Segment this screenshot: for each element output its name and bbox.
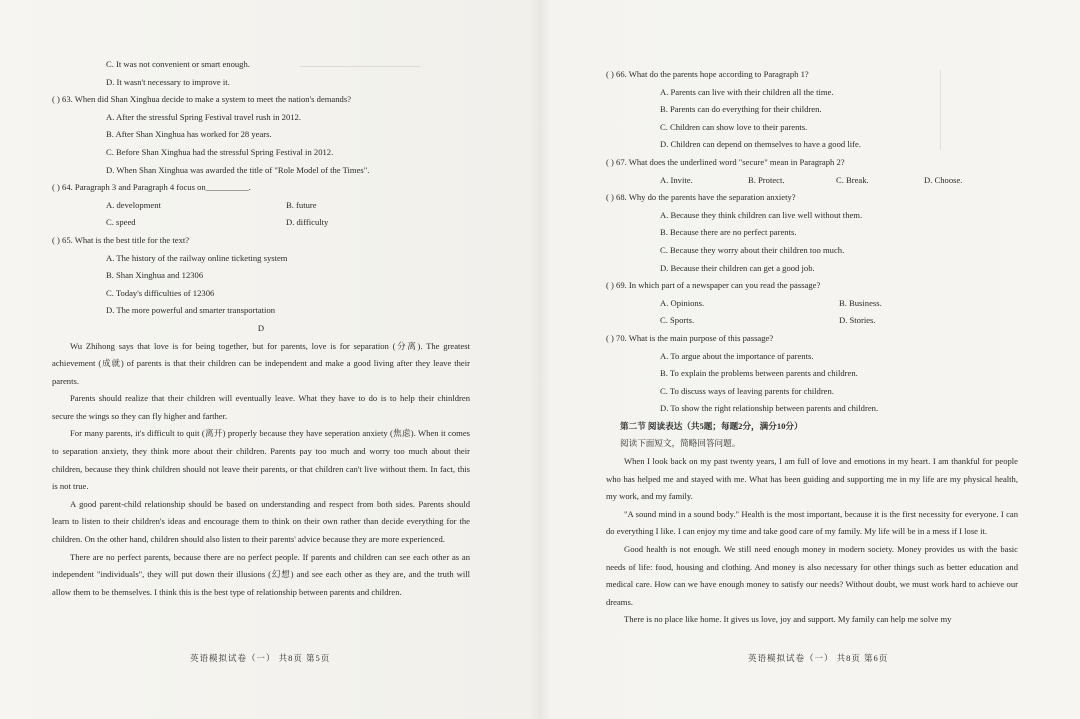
passage-d-paragraph-4: A good parent-child relationship should be based on understanding and respect from both sides. Parents should learn to listen to their children's ideas and encourage them to think on their own rather than decide everything for the children. On the other hand, children should also listen to their parents' advice because they are more experienced. (52, 498, 470, 545)
right-column (606, 66, 1018, 629)
q70-number: ( ) 70. (606, 332, 627, 343)
passage-d-paragraph-5: There are no perfect parents, because there are no perfect people. If parents and children can see each other as an independent "individuals", they will put down their illusions (幻想) and see each other as they are, and the truth will allow them to be themselves. I think this is the best type of relationship between parents and children. (52, 551, 470, 597)
q66-option-b: B. Parents can do everything for their children. (660, 104, 822, 115)
question-70 (606, 330, 1018, 348)
q65-number: ( ) 65. (52, 234, 73, 245)
q63-option-d: D. When Shan Xinghua was awarded the title of "Role Model of the Times". (106, 164, 370, 175)
question-67 (606, 154, 1018, 172)
question-66 (606, 66, 1018, 84)
page-footer-right: 英语模拟试卷（一） 共8页 第6页 (748, 653, 889, 663)
q66-option-c: C. Children can show love to their parents. (660, 121, 808, 132)
q65-option-b: B. Shan Xinghua and 12306 (106, 270, 204, 281)
q63-option-b: B. After Shan Xinghua has worked for 28 years. (106, 129, 272, 140)
q68-text: Why do the parents have the separation anxiety? (628, 192, 796, 203)
q67-option-a: A. Invite. (660, 174, 693, 185)
passage-paragraph-4: There is no place like home. It gives us love, joy and support. My family can help me solve my (624, 614, 952, 625)
q70-option-d: D. To show the right relationship between parents and children. (660, 403, 879, 414)
q66-option-d: D. Children can depend on themselves to have a good life. (660, 139, 861, 150)
q69-text: In which part of a newspaper can you read the passage? (628, 280, 821, 291)
q67-option-b: B. Protect. (748, 174, 785, 185)
q63-text: When did Shan Xinghua decide to make a system to meet the nation's demands? (74, 94, 352, 105)
passage-paragraph-2: "A sound mind in a sound body." Health is the most important, because it is the first necessity for everyone. I can do everything I like. I can enjoy my time and take good care of my family. My life will be in a mess if I lose it. (606, 508, 1018, 537)
q64-options-row1 (52, 197, 470, 215)
q64-text: Paragraph 3 and Paragraph 4 focus on__________. (74, 182, 251, 193)
q68-option-c: C. Because they worry about their children too much. (660, 244, 845, 255)
page-footer-left: 英语模拟试卷（一） 共8页 第5页 (190, 653, 331, 663)
question-65 (52, 232, 470, 250)
q67-option-d: D. Choose. (924, 174, 963, 185)
q67-options (606, 172, 1018, 190)
q68-number: ( ) 68. (606, 192, 627, 203)
q65-text: What is the best title for the text? (74, 234, 190, 245)
q65-option-d: D. The more powerful and smarter transportation (106, 305, 276, 316)
q67-number: ( ) 67. (606, 156, 627, 167)
q64-option-b: B. future (286, 199, 317, 210)
q68-option-b: B. Because there are no perfect parents. (660, 227, 797, 238)
passage-paragraph-3: Good health is not enough. We still need enough money in modern society. Money provides us with the basic needs of life: food, housing and clothing. And money is also necessary for other things such as better education and medical care. How can we have enough money to satisfy our needs? Without doubt, we must work hard to achieve our dreams. (606, 544, 1018, 607)
section-title: 第二节 阅读表达（共5题；每题2分，满分10分） (620, 420, 803, 431)
q64-option-d: D. difficulty (286, 217, 329, 228)
q69-option-a: A. Opinions. (660, 297, 705, 308)
passage-d-paragraph-1: Wu Zhihong says that love is for being together, but for parents, love is for separation (分离). The greatest achievement (成就) of parents is that their children can be independent and make a good living after they leave their parents. (52, 340, 470, 386)
q68-option-d: D. Because their children can get a good job. (660, 262, 815, 273)
left-column (52, 56, 470, 601)
section-instruction: 阅读下面短文，简略回答问题。 (620, 438, 741, 449)
q64-number: ( ) 64. (52, 182, 73, 193)
q64-option-a: A. development (106, 199, 161, 210)
q65-option-c: C. Today's difficulties of 12306 (106, 287, 215, 298)
q69-option-b: B. Business. (839, 297, 882, 308)
question-68 (606, 189, 1018, 207)
q63-number: ( ) 63. (52, 94, 73, 105)
q63-option-c: C. Before Shan Xinghua had the stressful Spring Festival in 2012. (106, 146, 334, 157)
q69-option-d: D. Stories. (839, 315, 876, 326)
q69-number: ( ) 69. (606, 280, 627, 291)
q64-option-c: C. speed (106, 217, 136, 228)
q67-text: What does the underlined word "secure" mean in Paragraph 2? (628, 156, 845, 167)
q70-option-c: C. To discuss ways of leaving parents for children. (660, 385, 834, 396)
question-69 (606, 277, 1018, 295)
question-63 (52, 91, 470, 109)
passage-label: D (257, 322, 265, 333)
q69-options-row2 (606, 312, 1018, 330)
q65-option-a: A. The history of the railway online ticketing system (106, 252, 288, 263)
q66-text: What do the parents hope according to Paragraph 1? (628, 69, 809, 79)
q66-option-a: A. Parents can live with their children all the time. (660, 86, 834, 97)
question-64 (52, 179, 470, 197)
q70-option-b: B. To explain the problems between parents and children. (660, 368, 858, 379)
q67-option-c: C. Break. (836, 174, 869, 185)
q66-number: ( ) 66. (606, 69, 627, 79)
passage-d-paragraph-3: For many parents, it's difficult to quit (离开) properly because they have seperation anxiety (焦虑). When it comes to separation anxiety, they think more about their children. Parents pay too much and worry too much about their children, because they think children should not leave their parents, or that children can't live without them. In fact, this is not true. (52, 428, 470, 492)
passage-paragraph-1: When I look back on my past twenty years, I am full of love and emotions in my heart. I am thankful for people who has helped me and stayed with me. What has been guiding and supporting me in my life are my physical health, my work, and my family. (606, 456, 1018, 502)
q62-option-d: D. It wasn't necessary to improve it. (106, 76, 230, 87)
q68-option-a: A. Because they think children can live well without them. (660, 209, 863, 220)
q62-option-c: C. It was not convenient or smart enough. (106, 59, 250, 69)
passage-d-paragraph-2: Parents should realize that their children will eventually leave. What they have to do is to help their chinldren secure the wings so they can fly higher and farther. (52, 393, 470, 421)
q69-options-row1 (606, 295, 1018, 313)
q70-text: What is the main purpose of this passage? (628, 332, 774, 343)
q64-options-row2 (52, 214, 470, 232)
q70-option-a: A. To argue about the importance of parents. (660, 350, 814, 361)
q63-option-a: A. After the stressful Spring Festival travel rush in 2012. (106, 111, 302, 122)
q69-option-c: C. Sports. (660, 315, 695, 326)
